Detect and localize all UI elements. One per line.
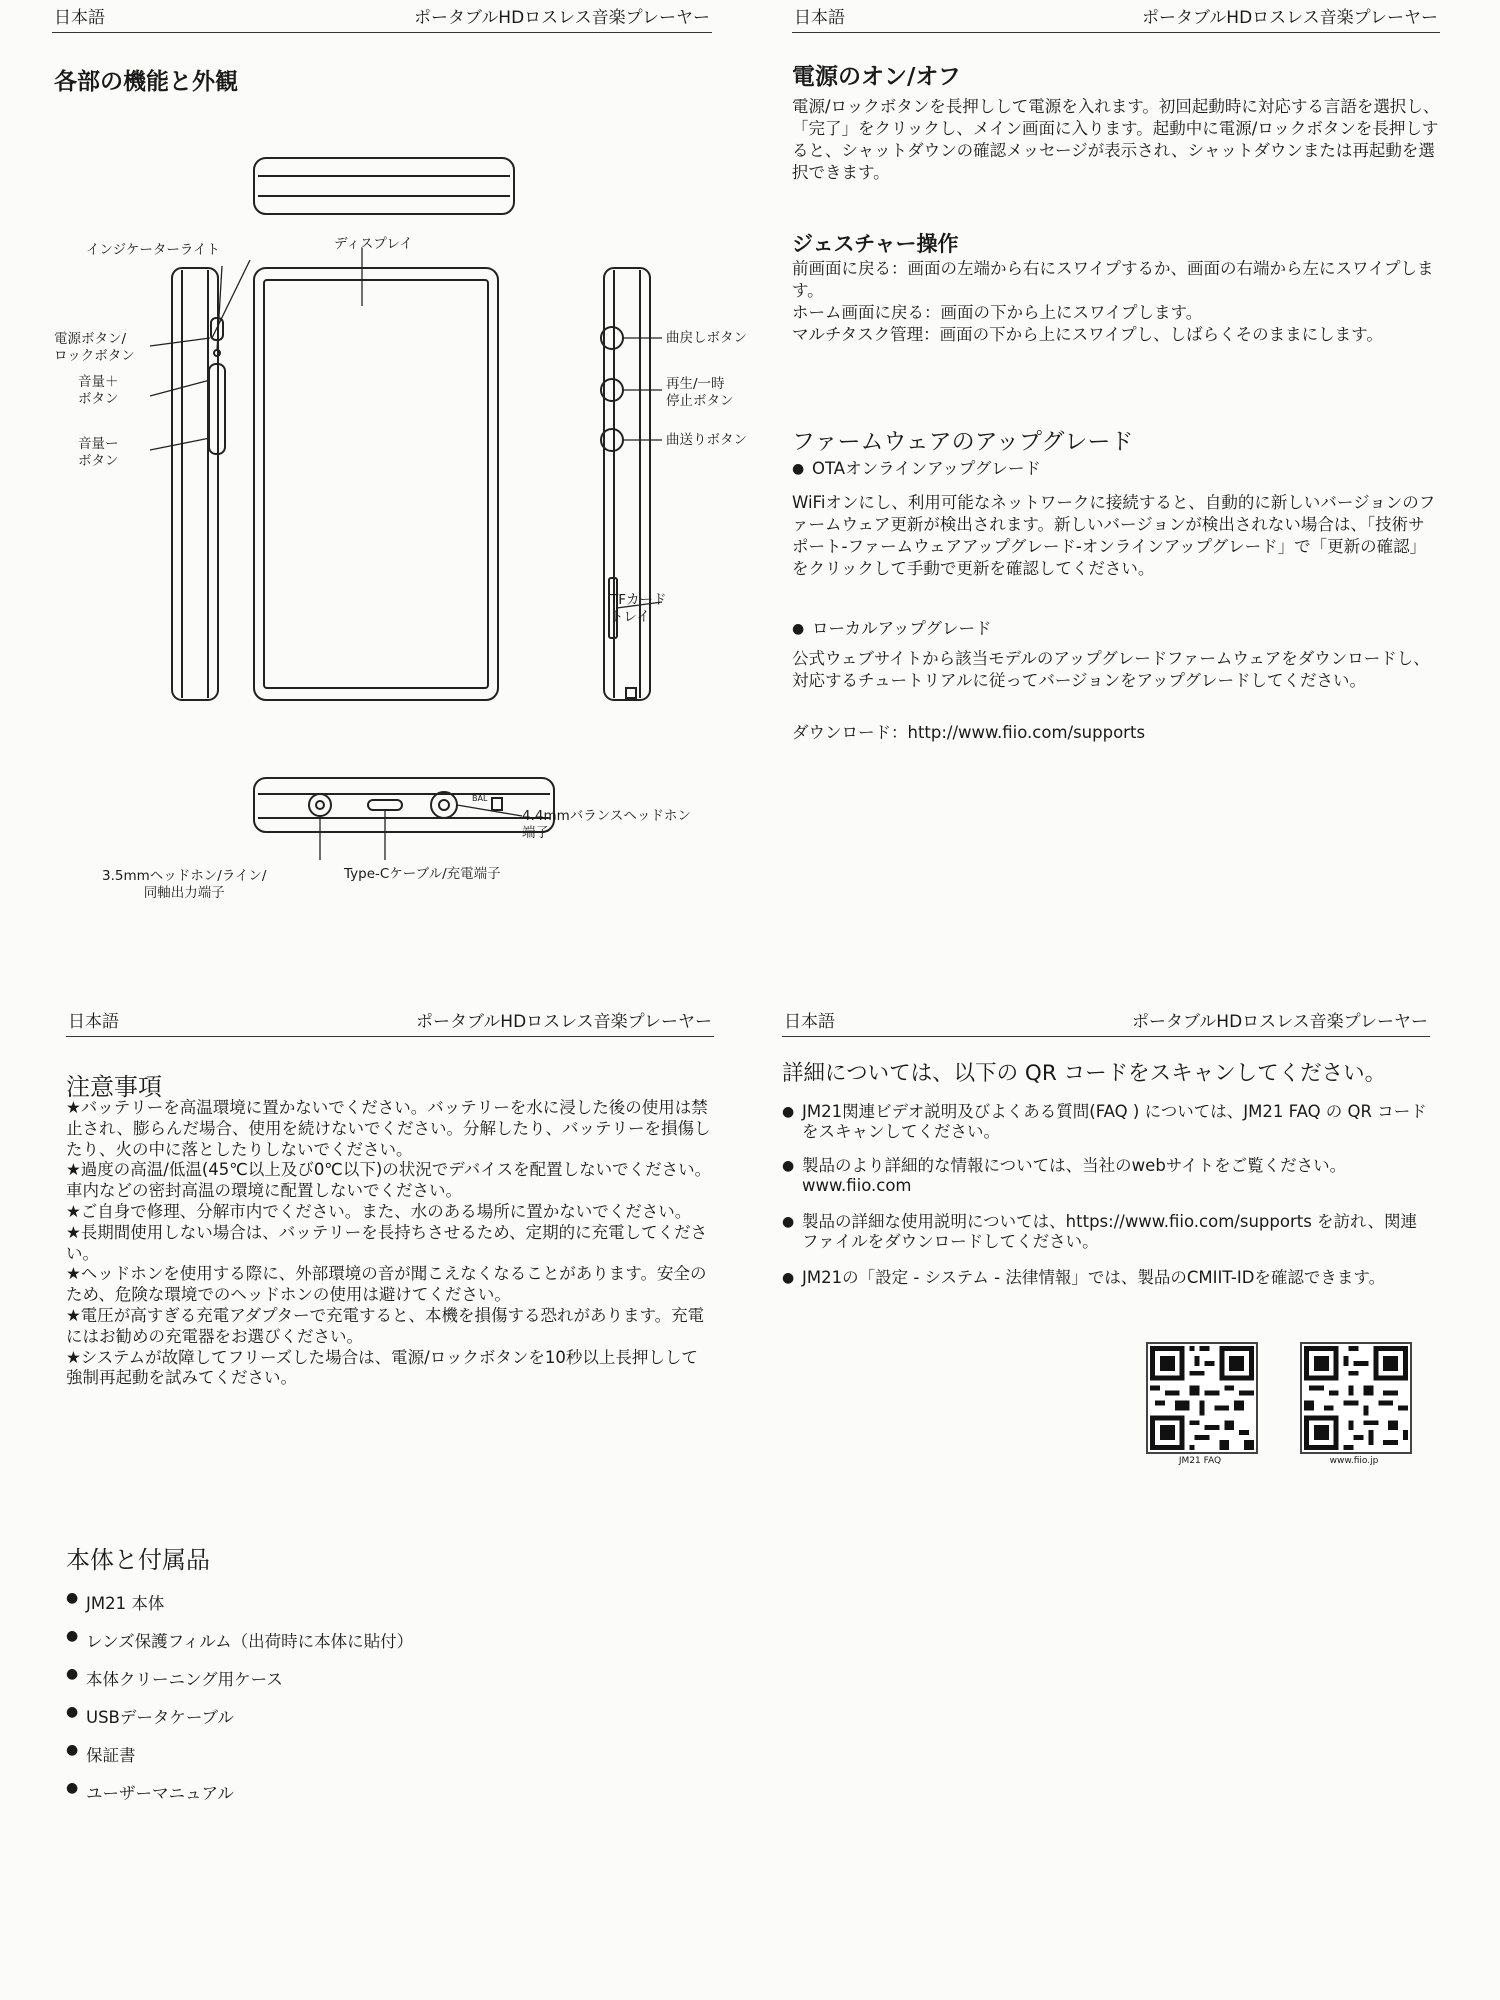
caution-item: ★ご自身で修理、分解市内でください。また、水のある場所に置かないでください。 [66,1201,692,1221]
caution-item: ★電圧が高すぎる充電アダプターで充電すると、本機を損傷する恐れがあります。充電にはお勧めの充電器をお選びください。 [66,1305,705,1346]
qr-code-icon [1150,1346,1254,1450]
caution-item: ★過度の高温/低温(45℃以上及び0℃以下)の状況でデバイスを配置しないでください。車内などの密封高温の環境に配置しないでください。 [66,1160,712,1201]
parts-title: 各部の機能と外観 [54,69,238,95]
header-product: ポータブルHDロスレス音楽プレーヤー [415,1012,712,1032]
accessory-item: ● レンズ保護フィルム（出荷時に本体に貼付） [66,1628,413,1652]
header-language: 日本語 [784,1012,835,1032]
accessories-title: 本体と付属品 [66,1546,210,1574]
accessory-item: ● 保証書 [66,1742,136,1766]
details-item-cmiit: ● JM21の「設定 - システム - 法律情報」では、製品のCMIIT-IDを確認できます。 [782,1268,1428,1288]
details-item-web: ● 製品のより詳細的な情報については、当社のwebサイトをご覧ください。www.fiio.com [782,1156,1428,1196]
label-indicator-light: インジケーターライト [86,242,220,258]
hp-jack-shape [309,794,331,816]
accessory-item: ● JM21 本体 [66,1590,164,1614]
header-product: ポータブルHDロスレス音楽プレーヤー [1141,8,1438,28]
details-title: 詳細については、以下の QR コードをスキャンしてください。 [782,1061,1387,1086]
header-language: 日本語 [54,8,105,28]
bal-marking: BAL [472,794,488,803]
header-language: 日本語 [68,1012,119,1032]
device-front-view [254,268,498,700]
caution-item: ★ヘッドホンを使用する際に、外部環境の音が聞こえなくなることがあります。安全のため、危険な環境でのヘッドホンの使用は避けてください。 [66,1264,707,1305]
details-item-faq: ● JM21関連ビデオ説明及びよくある質問(FAQ ) については、JM21 FAQ の QR コードをスキャンしてください。 [782,1102,1428,1142]
label-balanced-jack: 4.4mmバランスヘッドホン 端子 [522,808,691,841]
gesture-multitask: マルチタスク管理：画面の下から上にスワイプし、しばらくそのままにします。 [792,325,1383,344]
gesture-list [792,258,1440,346]
label-volume-up: 音量＋ ボタン [78,374,119,407]
caution-item: ★バッテリーを高温環境に置かないでください。バッテリーを水に浸した後の使用は禁止され、膨らんだ場合、使用を続けないでください。分解したり、バッテリーを損傷したり、火の中に落としたりしないでください。 [66,1098,711,1159]
page-header [782,1012,1430,1037]
qr-faq[interactable] [1146,1342,1254,1466]
details-item-manual: ● 製品の詳細な使用説明については、https://www.fiio.com/supports を訪れ、関連ファイルをダウンロードしてください。 [782,1212,1428,1252]
download-url: ダウンロード：http://www.fiio.com/supports [792,723,1146,742]
header-product: ポータブルHDロスレス音楽プレーヤー [413,8,710,28]
label-prev-button: 曲戻しボタン [666,330,747,346]
local-heading: ● ローカルアップグレード [792,618,992,640]
qr-website[interactable] [1300,1342,1408,1466]
label-power-button: 電源ボタン/ ロックボタン [54,331,135,364]
ota-heading: ● OTAオンラインアップグレード [792,458,1041,480]
accessory-item: ● 本体クリーニング用ケース [66,1666,283,1690]
page-header [66,1012,714,1037]
gesture-title: ジェスチャー操作 [792,232,959,256]
qr-code-icon [1304,1346,1408,1450]
firmware-title: ファームウェアのアップグレード [792,429,1134,455]
operation-panel [792,8,1440,768]
device-diagram [52,8,712,908]
cautions-list [66,1098,714,1389]
cautions-panel [66,1012,714,1812]
accessory-item: ● ユーザーマニュアル [66,1780,234,1804]
device-right-side [601,268,650,700]
gesture-home: ホーム画面に戻る：画面の下から上にスワイプします。 [792,303,1203,322]
label-headphone-jack: 3.5mmヘッドホン/ライン/ 同軸出力端子 [102,868,267,901]
header-language: 日本語 [794,8,845,28]
qr-faq-caption: JM21 FAQ [1178,1456,1222,1466]
label-next-button: 曲送りボタン [666,432,747,448]
device-top-view [254,158,514,214]
power-body: 電源/ロックボタンを長押しして電源を入れます。初回起動時に対応する言語を選択し、「完了」をクリックし、メイン画面に入ります。起動中に電源/ロックボタンを長押しすると、シャットダウンの確認メッセージが表示され、シャットダウンまたは再起動を選択できます。 [792,97,1440,182]
caution-item: ★長期間使用しない場合は、バッテリーを長持ちさせるため、定期的に充電してください。 [66,1222,708,1263]
label-volume-down: 音量ー ボタン [78,436,119,469]
bal-jack-shape [431,792,457,818]
cautions-title: 注意事項 [66,1073,162,1101]
header-product: ポータブルHDロスレス音楽プレーヤー [1131,1012,1428,1032]
page-header [792,8,1440,33]
label-play-button: 再生/一時 停止ボタン [666,376,734,409]
parts-panel [52,8,747,908]
power-title: 電源のオン/オフ [792,64,961,90]
label-tf-tray: TFカード トレイ [610,592,667,625]
device-bottom-view [254,778,554,832]
typec-port-shape [368,800,402,810]
leader-lines [150,248,662,860]
qr-website-caption: www.fiio.jp [1329,1456,1379,1466]
details-panel [782,1012,1430,1492]
label-typec-port: Type-Cケーブル/充電端子 [344,866,501,882]
caution-item: ★システムが故障してフリーズした場合は、電源/ロックボタンを10秒以上長押しして強制再起動を試みてください。 [66,1347,698,1388]
gesture-back: 前画面に戻る：画面の左端から右にスワイプするか、画面の右端から左にスワイプします。 [792,259,1434,300]
label-display: ディスプレイ [334,236,413,252]
ota-body: WiFiオンにし、利用可能なネットワークに接続すると、自動的に新しいバージョンのファームウェア更新が検出されます。新しいバージョンが検出されない場合は、「技術サポート-ファームウェアアップグレード-オンラインアップグレード」で「更新の確認」をクリックして手動で更新を確認してください。 [792,493,1436,578]
local-body: 公式ウェブサイトから該当モデルのアップグレードファームウェアをダウンロードし、対応するチュートリアルに従ってバージョンをアップグレードしてください。 [792,649,1430,690]
accessory-item: ● USBデータケーブル [66,1704,234,1728]
device-left-side [172,268,225,700]
